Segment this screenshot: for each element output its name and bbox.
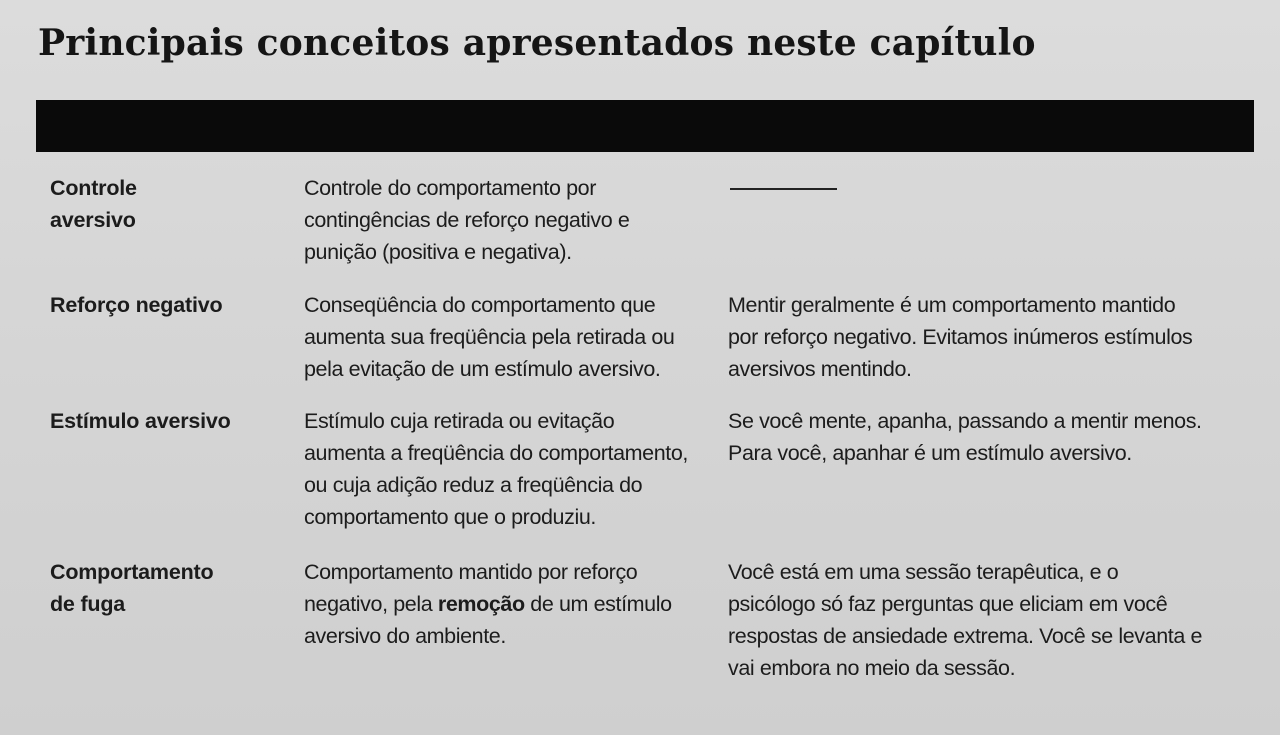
concept-term: Estímulo aversivo: [50, 409, 231, 433]
concept-term: Reforço negativo: [50, 293, 223, 317]
concept-definition: Controle do comportamento por contingências de reforço negativo e punição (positiva e negativa).: [304, 176, 630, 264]
concept-term: Controle aversivo: [50, 176, 137, 232]
table-row: [0, 172, 1280, 272]
table-row: [0, 556, 1280, 696]
concept-definition: Conseqüência do comportamento que aumenta sua freqüência pela retirada ou pela evitação de um estímulo aversivo.: [304, 293, 675, 381]
concept-term: Comportamento de fuga: [50, 560, 214, 616]
concept-example: Mentir geralmente é um comportamento mantido por reforço negativo. Evitamos inúmeros estímulos aversivos mentindo.: [728, 293, 1193, 381]
definition-text: Comportamento mantido por reforço negativo, pela: [304, 560, 638, 616]
concept-example: Você está em uma sessão terapêutica, e o psicólogo só faz perguntas que eliciam em você respostas de ansiedade extrema. Você se levanta e vai embora no meio da sessão.: [728, 560, 1203, 680]
concept-definition: Estímulo cuja retirada ou evitação aumenta a freqüência do comportamento, ou cuja adição reduz a freqüência do comportamento que o produziu.: [304, 409, 688, 529]
concept-example: Se você mente, apanha, passando a mentir menos. Para você, apanhar é um estímulo aversivo.: [728, 409, 1202, 465]
definition-text: de um estímulo aversivo do ambiente.: [304, 592, 672, 648]
concept-definition: [304, 556, 720, 652]
definition-emphasis: remoção: [437, 592, 525, 616]
table-row: [0, 405, 1280, 535]
table-row: [0, 289, 1280, 389]
empty-example-dash: [730, 188, 837, 190]
page-title: Principais conceitos apresentados neste capítulo: [38, 22, 1036, 64]
